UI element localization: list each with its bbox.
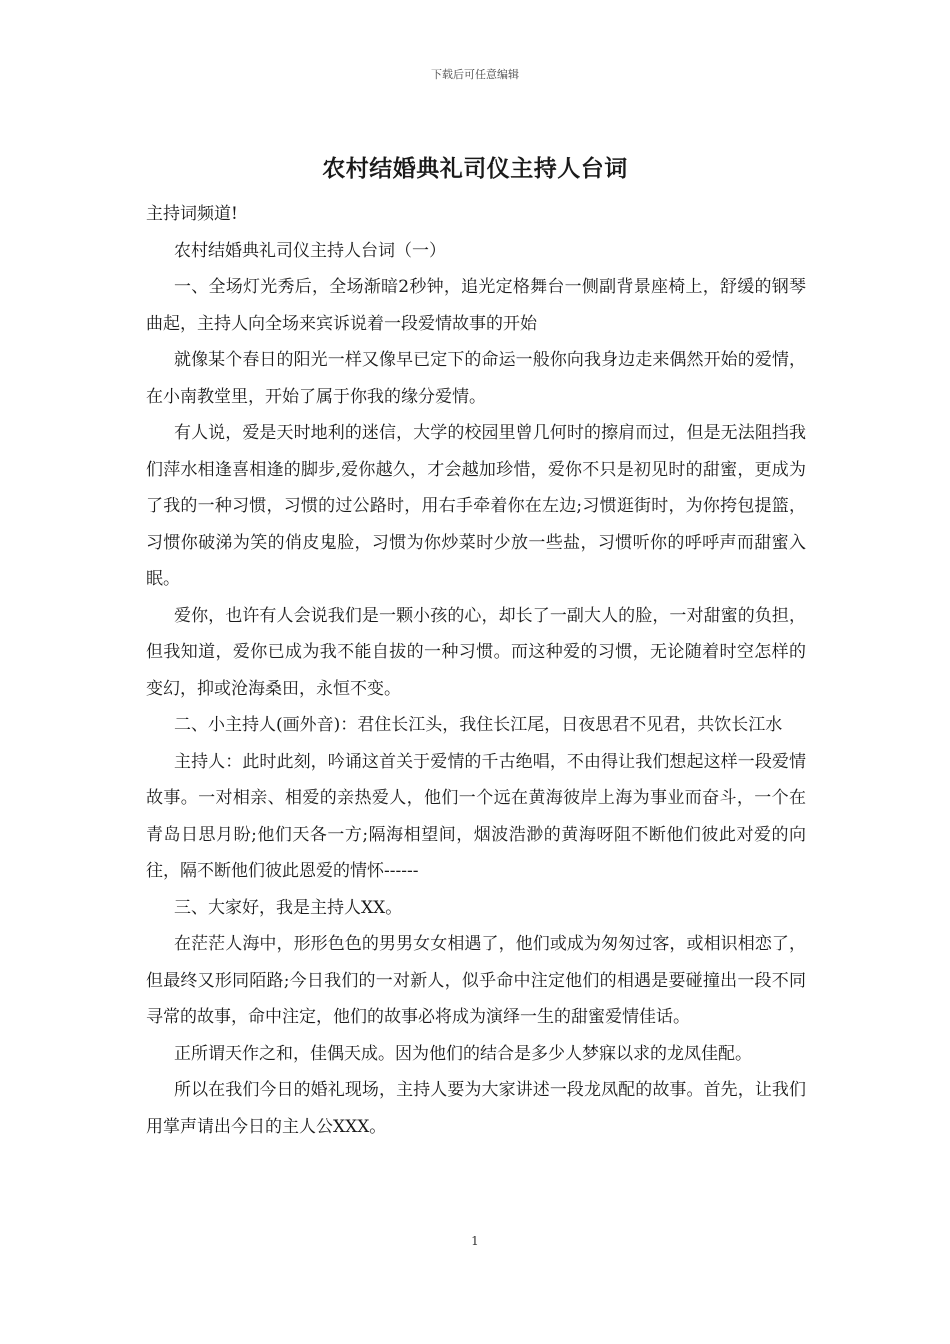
paragraph: 三、大家好，我是主持人XX。: [174, 897, 403, 918]
page-number: 1: [471, 1234, 479, 1248]
document-title: 农村结婚典礼司仪主持人台词: [322, 155, 628, 182]
document-body: [146, 196, 806, 1145]
paragraph: 主持人：此时此刻，吟诵这首关于爱情的千古绝唱，不由得让我们想起这样一段爱情故事。一对相亲、相爱的亲热爱人，他们一个远在黄海彼岸上海为事业而奋斗，一个在青岛日思月盼;他们天各一方;隔海相望间，烟波浩渺的黄海呀阻不断他们彼此对爱的向往，隔不断他们彼此恩爱的情怀------: [146, 751, 806, 881]
paragraph: 二、小主持人(画外音)：君住长江头，我住长江尾，日夜思君不见君，共饮长江水: [174, 715, 783, 735]
paragraph: 有人说，爱是天时地利的迷信，大学的校园里曾几何时的擦肩而过，但是无法阻挡我们萍水相逢喜相逢的脚步,爱你越久，才会越加珍惜，爱你不只是初见时的甜蜜，更成为了我的一种习惯，习惯的过公路时，用右手牵着你在左边;习惯逛街时，为你挎包提篮，习惯你破涕为笑的俏皮鬼脸，习惯为你炒菜时少放一些盐，习惯听你的呼呼声而甜蜜入眠。: [146, 423, 806, 589]
paragraph: 所以在我们今日的婚礼现场，主持人要为大家讲述一段龙凤配的故事。首先，让我们用掌声请出今日的主人公XXX。: [146, 1080, 806, 1137]
paragraph: 正所谓天作之和，佳偶天成。因为他们的结合是多少人梦寐以求的龙凤佳配。: [174, 1043, 752, 1064]
paragraph: 爱你，也许有人会说我们是一颗小孩的心，却长了一副大人的脸，一对甜蜜的负担，但我知道，爱你已成为我不能自拔的一种习惯。而这种爱的习惯，无论随着时空怎样的变幻，抑或沧海桑田，永恒不变。: [146, 605, 806, 699]
paragraph: 农村结婚典礼司仪主持人台词（一）: [174, 240, 446, 261]
paragraph: 主持词频道!: [146, 204, 238, 224]
header-note: 下载后可任意编辑: [431, 68, 519, 81]
paragraph: 在茫茫人海中，形形色色的男男女女相遇了，他们或成为匆匆过客，或相识相恋了，但最终又形同陌路;今日我们的一对新人，似乎命中注定他们的相遇是要碰撞出一段不同寻常的故事，命中注定，他们的故事必将成为演绎一生的甜蜜爱情佳话。: [146, 934, 806, 1027]
paragraph: 一、全场灯光秀后，全场渐暗2秒钟，追光定格舞台一侧副背景座椅上，舒缓的钢琴曲起，主持人向全场来宾诉说着一段爱情故事的开始: [146, 277, 806, 334]
paragraph: 就像某个春日的阳光一样又像早已定下的命运一般你向我身边走来偶然开始的爱情，在小南教堂里，开始了属于你我的缘分爱情。: [146, 350, 806, 407]
